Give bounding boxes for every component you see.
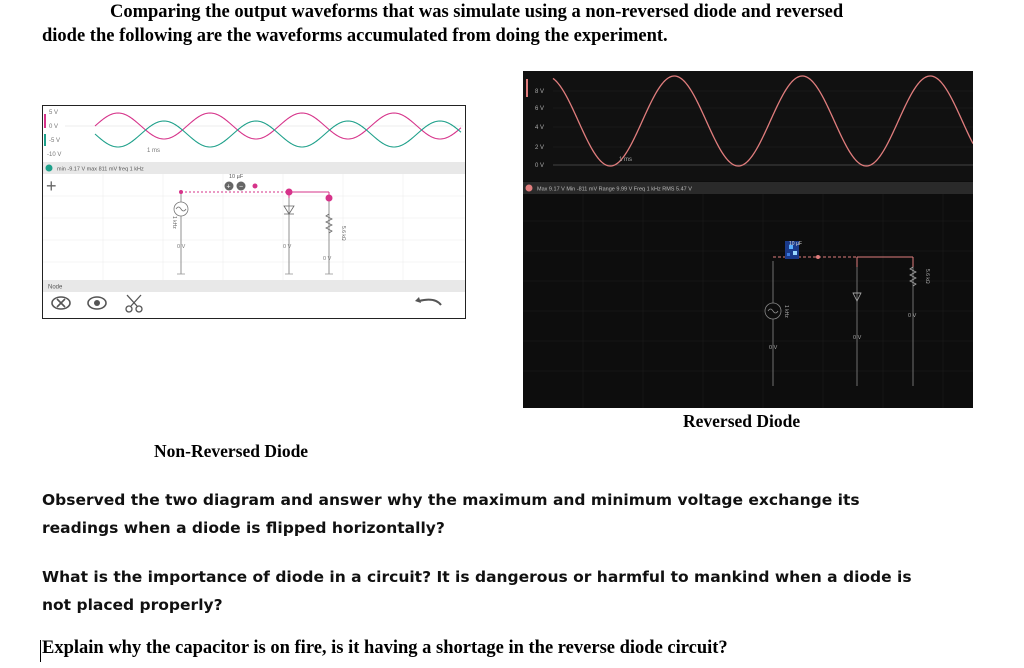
readout-stats: min -9.17 V max 811 mV freq 1 kHz	[57, 166, 144, 173]
y-label: 0 V	[49, 124, 59, 130]
y-label: -5 V	[49, 138, 61, 144]
non-reversed-oscilloscope	[43, 106, 465, 318]
eye-probe-icon[interactable]	[88, 297, 106, 309]
scissors-icon[interactable]	[126, 295, 142, 312]
probe-dot-icon	[46, 165, 53, 172]
reversed-diode-screenshot	[523, 71, 973, 408]
eye-delete-icon[interactable]	[52, 297, 70, 309]
non-reversed-diode-screenshot	[42, 105, 466, 319]
question-2: What is the importance of diode in a circuit? It is dangerous or harmful to mankind when a diode is not placed properly?	[42, 568, 912, 614]
ground-label: 0 V	[283, 244, 292, 250]
probe-node[interactable]	[286, 189, 293, 196]
ground-label: 0 V	[853, 335, 862, 341]
y-label: -10 V	[47, 152, 62, 158]
capacitor-label: 10 µF	[789, 241, 802, 247]
ground-label: 0 V	[908, 313, 917, 319]
question-3: Explain why the capacitor is on fire, is it having a shortage in the reverse diode circuit?	[42, 638, 728, 658]
resistor-label: 5.6 kΩ	[924, 269, 930, 284]
probe-dot-icon	[526, 185, 533, 192]
y-label: 6 V	[535, 106, 545, 112]
y-label: 4 V	[535, 125, 545, 131]
y-label: 2 V	[535, 145, 545, 151]
non-reversed-caption: Non-Reversed Diode	[154, 441, 309, 461]
add-component-icon[interactable]: +	[46, 176, 57, 196]
time-scale-label: 1 ms	[147, 148, 161, 154]
document-heading	[42, 0, 942, 48]
ground-label: 0 V	[323, 256, 332, 262]
reversed-oscilloscope	[523, 71, 973, 408]
node-label: Node	[48, 284, 63, 291]
heading-line-2: diode the following are the waveforms accumulated from doing the experiment.	[42, 26, 668, 46]
y-label: 8 V	[535, 89, 545, 95]
non-reversed-circuit	[174, 192, 329, 274]
y-label: 5 V	[49, 110, 59, 116]
text-cursor	[40, 640, 41, 662]
undo-arrow-icon[interactable]	[415, 297, 441, 305]
question-1: Observed the two diagram and answer why the maximum and minimum voltage exchange its readings when a diode is flipped horizontally?	[42, 491, 860, 537]
svg-text:−: −	[239, 183, 244, 191]
readout-stats: Max 9.17 V Min -811 mV Range 9.99 V Freq 1 kHz RMS 5.47 V	[537, 186, 692, 193]
resistor-label: 5.6 kΩ	[340, 226, 346, 241]
ground-label: 0 V	[769, 345, 778, 351]
ground-label: 0 V	[177, 244, 186, 250]
heading-line-1: Comparing the output waveforms that was simulate using a non-reversed diode and reversed	[110, 2, 844, 22]
capacitor-label: 10 µF	[229, 174, 244, 180]
source-label: 1 kHz	[783, 305, 789, 318]
y-label: 0 V	[535, 163, 545, 169]
probe-node[interactable]	[326, 195, 333, 202]
time-scale-label: 1 ms	[619, 157, 633, 163]
source-label: 1 kHz	[171, 216, 177, 229]
reversed-caption: Reversed Diode	[683, 411, 801, 431]
reversed-circuit	[773, 261, 913, 386]
svg-text:+: +	[226, 183, 231, 191]
